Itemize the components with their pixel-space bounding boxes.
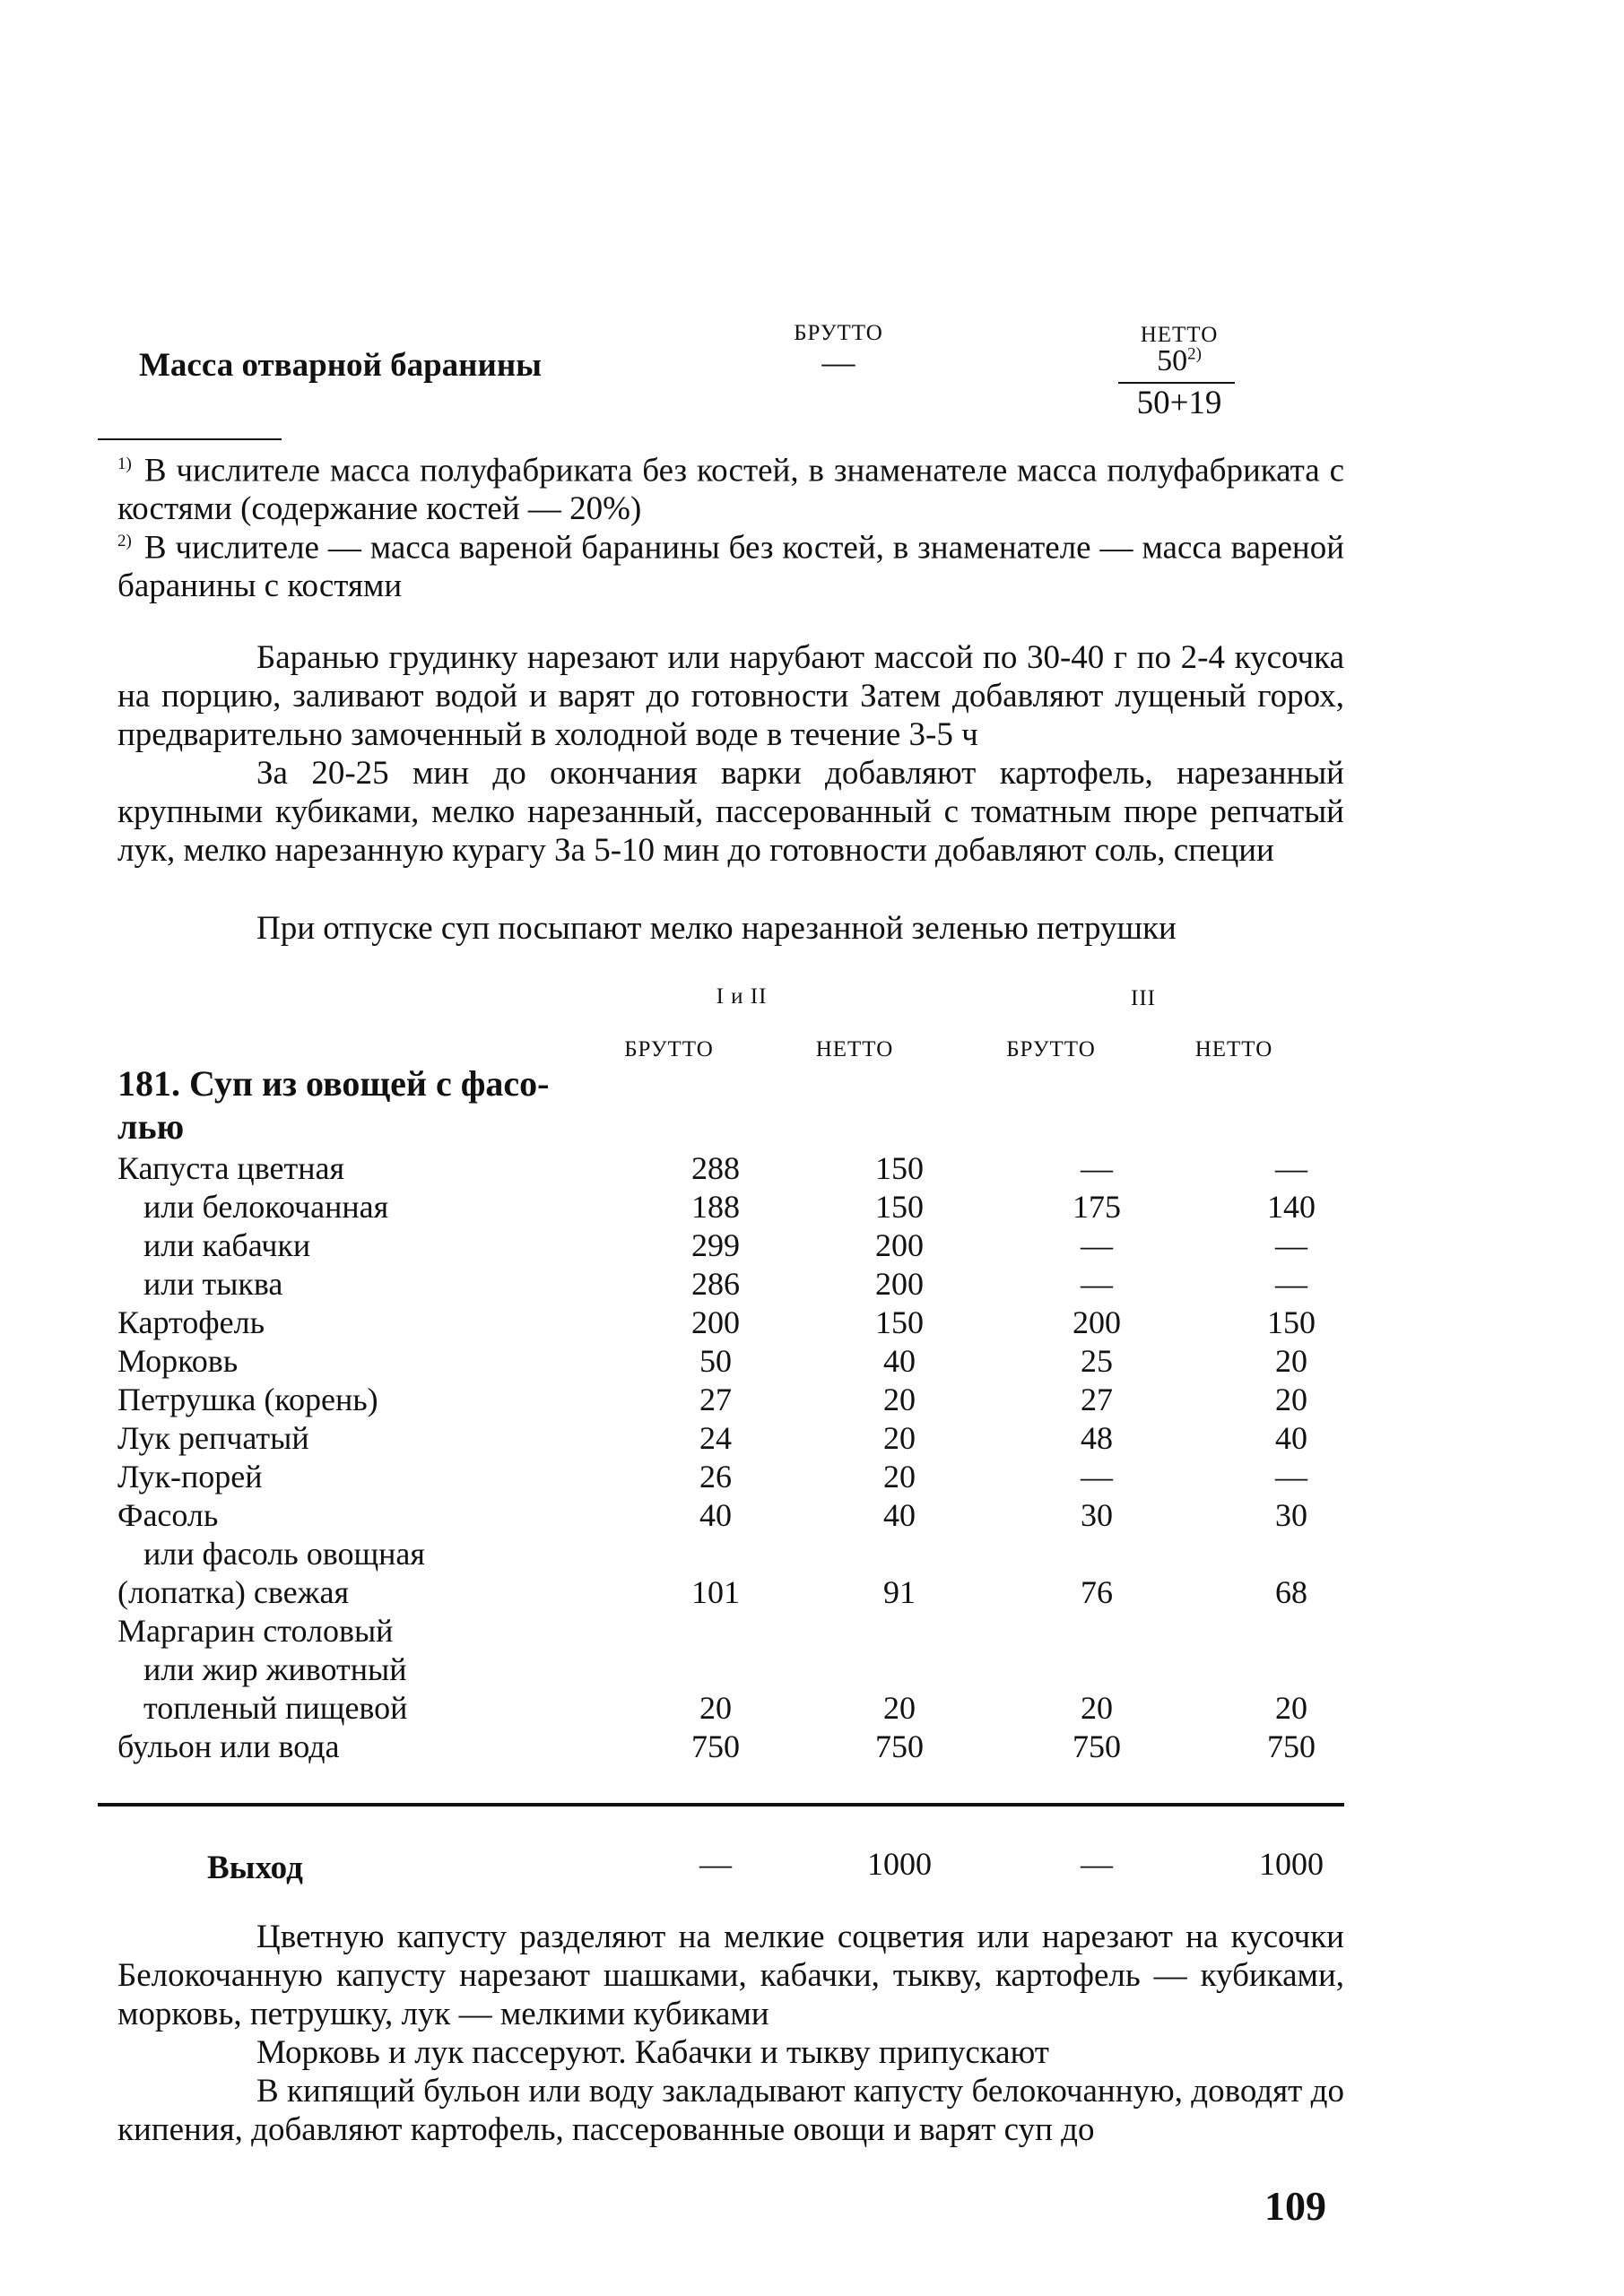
value-netto-2: 750 — [1267, 1728, 1316, 1764]
value-brutto-1: 188 — [691, 1189, 740, 1225]
footnote-1-mark: 1) — [117, 455, 132, 473]
top-row-label: Масса отварной баранины — [139, 347, 543, 384]
output-netto-2: 1000 — [1259, 1846, 1324, 1882]
paragraph-bottom-2: Морковь и лук пассеруют. Кабачки и тыкву припускают — [256, 2034, 1049, 2071]
output-label: Выход — [207, 1850, 303, 1886]
ingredient-name: Морковь — [117, 1343, 239, 1379]
footnote-1-text: В числителе масса полуфабриката без костей, в знаменателе масса полуфабриката с костями (содержание костей — 20%) — [117, 452, 1344, 528]
page-number: 109 — [1264, 2183, 1326, 2229]
netto-numerator-value: 50 — [1157, 344, 1188, 377]
ingredient-name: Капуста цветная — [117, 1150, 345, 1186]
ingredient-name: или фасоль овощная — [143, 1536, 425, 1572]
value-netto-2: 20 — [1275, 1343, 1307, 1379]
value-netto-2: — — [1275, 1459, 1307, 1495]
paragraph-top-1: Баранью грудинку нарезают или нарубают массой по 30-40 г по 2-4 кусочка на порцию, заливают водой и варят до готовности Затем добавляют лущеный горох, предварительно замоченный в холодной воде в течение 3-5 ч — [117, 639, 1344, 753]
output-brutto-1: — — [699, 1846, 732, 1882]
value-brutto-1: 24 — [699, 1420, 732, 1456]
value-brutto-2: — — [1081, 1266, 1113, 1302]
value-netto-2: 40 — [1275, 1420, 1307, 1456]
value-brutto-1: 101 — [691, 1574, 740, 1610]
footnote-2-text: В числителе — масса вареной баранины без костей, в знаменателе — масса вареной баранины с костями — [117, 529, 1344, 605]
value-brutto-2: 48 — [1081, 1420, 1113, 1456]
value-netto-1: 200 — [875, 1266, 924, 1302]
value-brutto-1: 288 — [691, 1150, 740, 1186]
value-brutto-1: 50 — [699, 1343, 732, 1379]
ingredient-name: топленый пищевой — [143, 1690, 408, 1726]
top-netto-denominator: 50+19 — [1136, 385, 1222, 421]
footnote-1 — [117, 445, 1344, 528]
value-netto-2: — — [1275, 1150, 1307, 1186]
value-netto-1: 20 — [883, 1382, 916, 1417]
ingredient-name: Петрушка (корень) — [117, 1382, 378, 1417]
recipe-title — [117, 1062, 549, 1148]
recipe-title-line-2: лью — [117, 1106, 185, 1147]
value-brutto-1: 27 — [699, 1382, 732, 1417]
ingredient-name: Маргарин столовый — [117, 1613, 394, 1649]
paragraph-bottom-3: В кипящий бульон или воду закладывают капусту белокочанную, доводят до кипения, добавляют картофель, пассерованные овощи и варят суп до — [117, 2073, 1344, 2148]
value-netto-1: 150 — [875, 1150, 924, 1186]
value-netto-2: 20 — [1275, 1690, 1307, 1726]
col-header-brutto-2: БРУТТО — [1006, 1037, 1096, 1061]
value-brutto-1: 286 — [691, 1266, 740, 1302]
table-rule — [98, 1803, 1344, 1806]
value-netto-2: 68 — [1275, 1574, 1307, 1610]
value-netto-1: 150 — [875, 1189, 924, 1225]
top-col-brutto-header: БРУТТО — [794, 321, 883, 345]
value-brutto-2: — — [1081, 1150, 1113, 1186]
ingredient-name: бульон или вода — [117, 1728, 340, 1764]
value-brutto-1: 299 — [691, 1227, 740, 1263]
recipe-title-line-1: 181. Суп из овощей с фасо- — [117, 1063, 550, 1104]
value-netto-1: 750 — [875, 1728, 924, 1764]
value-brutto-2: 200 — [1073, 1304, 1121, 1340]
value-brutto-1: 20 — [699, 1690, 732, 1726]
value-brutto-1: 750 — [691, 1728, 740, 1764]
output-netto-1: 1000 — [867, 1846, 932, 1882]
value-brutto-2: — — [1081, 1459, 1113, 1495]
ingredient-name: или тыква — [143, 1266, 283, 1302]
ingredient-name: (лопатка) свежая — [117, 1574, 350, 1610]
value-netto-2: 140 — [1267, 1189, 1316, 1225]
top-brutto-value: — — [821, 344, 855, 381]
value-netto-1: 20 — [883, 1690, 916, 1726]
value-netto-2: — — [1275, 1227, 1307, 1263]
value-brutto-2: 25 — [1081, 1343, 1113, 1379]
netto-numerator-sup: 2) — [1187, 344, 1202, 364]
value-brutto-2: 175 — [1073, 1189, 1121, 1225]
value-brutto-2: 750 — [1073, 1728, 1121, 1764]
col-header-netto-2: НЕТТО — [1194, 1037, 1273, 1061]
value-netto-2: 150 — [1267, 1304, 1316, 1340]
footnote-separator — [98, 438, 282, 440]
paragraph-bottom-1: Цветную капусту разделяют на мелкие соцветия или нарезают на кусочки Белокочанную капусту нарезают шашками, кабачки, тыкву, картофель — кубиками, морковь, петрушку, лук — мелкими кубиками — [117, 1919, 1344, 2032]
value-brutto-2: 20 — [1081, 1690, 1113, 1726]
value-netto-1: 40 — [883, 1343, 916, 1379]
paragraph-top-2: За 20-25 мин до окончания варки добавляют картофель, нарезанный крупными кубиками, мелко нарезанный, пассерованный с томатным пюре репчатый лук, мелко нарезанную курагу За 5-10 мин до готовности добавляют соль, специи — [117, 755, 1344, 869]
value-brutto-1: 26 — [699, 1459, 732, 1495]
output-brutto-2: — — [1081, 1846, 1113, 1882]
footnote-2-mark: 2) — [117, 532, 132, 550]
ingredient-name: Лук-порей — [117, 1459, 263, 1495]
top-netto-numerator — [1121, 344, 1238, 378]
ingredient-name: Фасоль — [117, 1497, 219, 1533]
value-netto-1: 200 — [875, 1227, 924, 1263]
ingredient-name: или белокочанная — [143, 1189, 389, 1225]
value-netto-1: 91 — [883, 1574, 916, 1610]
value-brutto-2: 27 — [1081, 1382, 1113, 1417]
ingredient-name: или жир животный — [143, 1651, 407, 1687]
value-brutto-1: 40 — [699, 1497, 732, 1533]
ingredient-name: или кабачки — [143, 1227, 311, 1263]
value-netto-2: — — [1275, 1266, 1307, 1302]
value-brutto-2: 76 — [1081, 1574, 1113, 1610]
col-header-netto-1: НЕТТО — [815, 1037, 894, 1061]
ingredient-name: Лук репчатый — [117, 1420, 309, 1456]
value-brutto-2: — — [1081, 1227, 1113, 1263]
value-netto-2: 20 — [1275, 1382, 1307, 1417]
value-netto-1: 20 — [883, 1459, 916, 1495]
value-brutto-2: 30 — [1081, 1497, 1113, 1533]
top-col-netto-header: НЕТТО — [1140, 323, 1219, 347]
group-header-1: I и II — [716, 984, 768, 1009]
ingredient-name: Картофель — [117, 1304, 265, 1340]
footnote-2 — [117, 522, 1344, 605]
value-netto-2: 30 — [1275, 1497, 1307, 1533]
value-netto-1: 150 — [875, 1304, 924, 1340]
paragraph-top-3: При отпуске суп посыпают мелко нарезанной зеленью петрушки — [256, 910, 1177, 947]
col-header-brutto-1: БРУТТО — [624, 1037, 714, 1061]
value-brutto-1: 200 — [691, 1304, 740, 1340]
value-netto-1: 40 — [883, 1497, 916, 1533]
group-header-2: III — [1131, 986, 1156, 1010]
value-netto-1: 20 — [883, 1420, 916, 1456]
